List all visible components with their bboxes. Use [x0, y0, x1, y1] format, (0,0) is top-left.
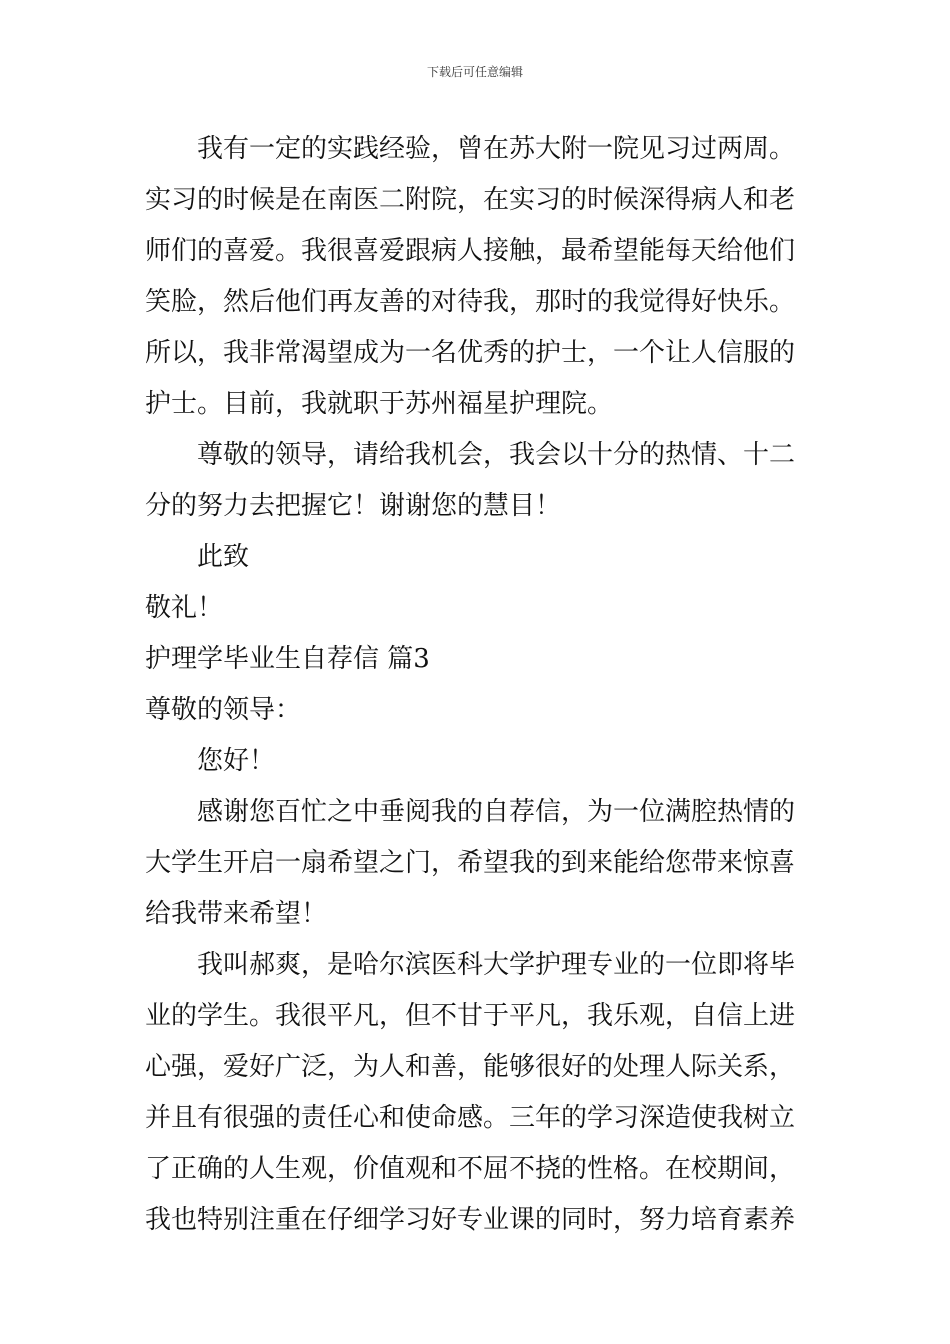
text-line: 给我带来希望！	[145, 899, 328, 929]
text-line: 尊敬的领导，请给我机会，我会以十分的热情、十二	[197, 440, 796, 470]
text-line: 笑脸，然后他们再友善的对待我，那时的我觉得好快乐。	[145, 287, 796, 317]
text-line: 您好！	[197, 746, 276, 776]
document-body	[145, 124, 810, 1246]
text-line: 并且有很强的责任心和使命感。三年的学习深造使我树立	[145, 1103, 796, 1133]
text-line: 护士。目前，我就职于苏州福星护理院。	[145, 389, 614, 419]
text-line: 实习的时候是在南医二附院，在实习的时候深得病人和老	[145, 185, 796, 215]
text-line: 此致	[197, 542, 250, 572]
text-line: 我也特别注重在仔细学习好专业课的同时，努力培育素养	[145, 1205, 796, 1235]
text-line: 敬礼！	[145, 593, 224, 623]
text-line: 尊敬的领导：	[145, 695, 302, 725]
text-line: 业的学生。我很平凡，但不甘于平凡，我乐观，自信上进	[145, 1001, 796, 1031]
text-line: 大学生开启一扇希望之门，希望我的到来能给您带来惊喜	[145, 848, 796, 878]
text-line: 师们的喜爱。我很喜爱跟病人接触，最希望能每天给他们	[145, 236, 796, 266]
text-line: 感谢您百忙之中垂阅我的自荐信，为一位满腔热情的	[197, 797, 796, 827]
text-line: 了正确的人生观，价值观和不屈不挠的性格。在校期间，	[145, 1154, 796, 1184]
text-line: 所以，我非常渴望成为一名优秀的护士，一个让人信服的	[145, 338, 796, 368]
text-line: 分的努力去把握它！谢谢您的慧目！	[145, 491, 562, 521]
text-line: 护理学毕业生自荐信 篇3	[145, 644, 430, 674]
text-line: 我叫郝爽，是哈尔滨医科大学护理专业的一位即将毕	[197, 950, 796, 980]
text-line: 心强，爱好广泛，为人和善，能够很好的处理人际关系，	[145, 1052, 796, 1082]
page-header-note: 下载后可任意编辑	[426, 65, 523, 79]
text-line: 我有一定的实践经验，曾在苏大附一院见习过两周。	[197, 134, 796, 164]
